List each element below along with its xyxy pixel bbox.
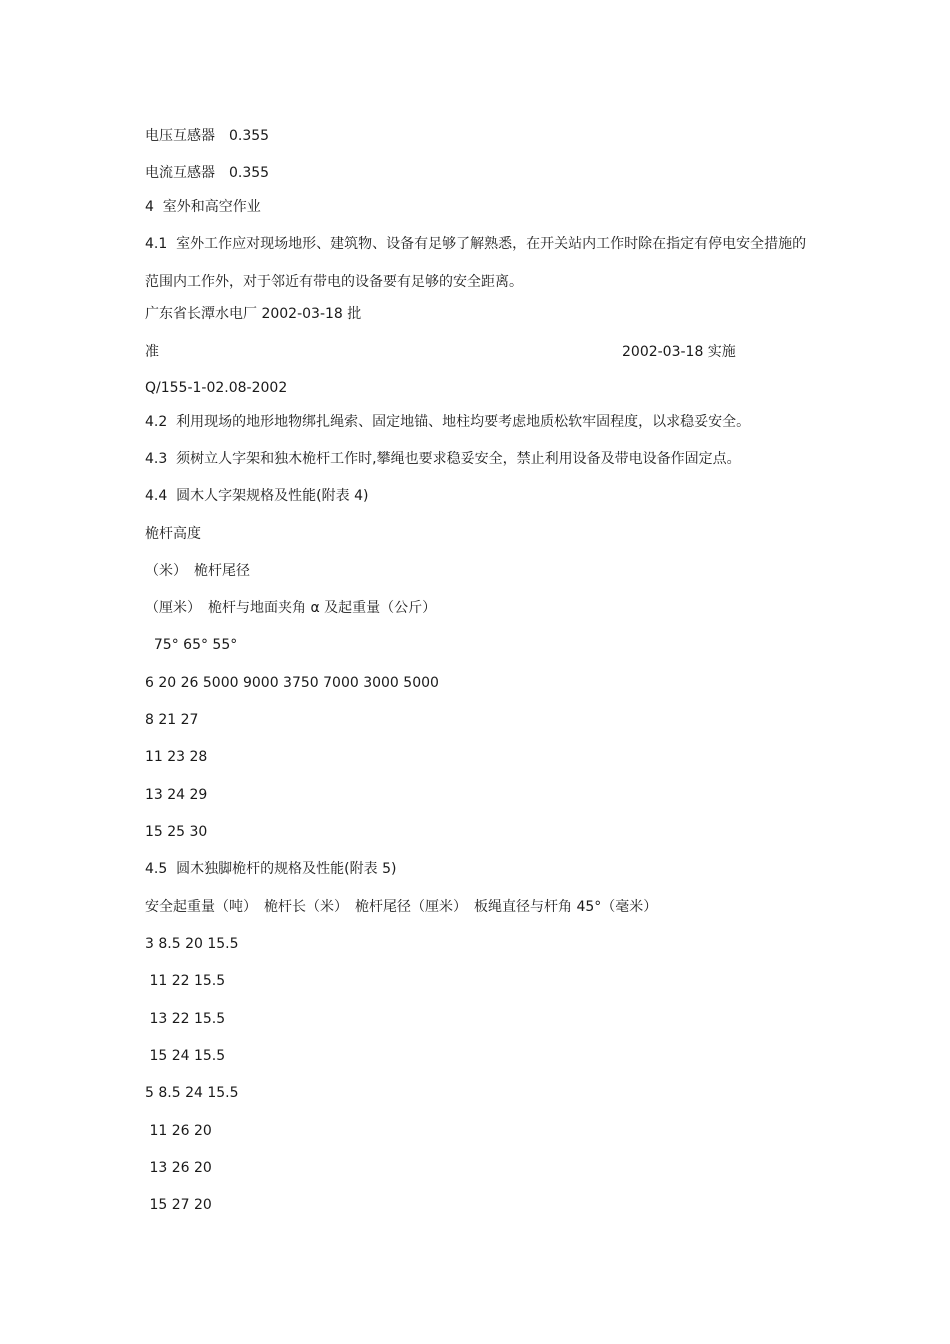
paragraph-4-1-line-2: 范围内工作外，对于邻近有带电的设备要有足够的安全距离。 xyxy=(145,274,523,290)
footer-implement-date: 2002-03-18 实施 xyxy=(622,344,736,360)
table4-header-angles: 75° 65° 55° xyxy=(145,637,238,653)
table4-row: 13 24 29 xyxy=(145,787,208,803)
table4-row: 11 23 28 xyxy=(145,749,208,765)
paragraph-4-5: 4.5 圆木独脚桅杆的规格及性能(附表 5) xyxy=(145,861,397,877)
table5-row: 5 8.5 24 15.5 xyxy=(145,1085,239,1101)
table5-header: 安全起重量（吨） 桅杆长（米） 桅杆尾径（厘米） 板绳直径与杆角 45°（毫米） xyxy=(145,899,658,915)
text-line-pt-ratio: 电压互感器 0.355 xyxy=(145,128,270,144)
table5-row: 13 22 15.5 xyxy=(145,1011,226,1027)
table5-row: 13 26 20 xyxy=(145,1160,212,1176)
table5-row: 11 26 20 xyxy=(145,1123,212,1139)
paragraph-4-2: 4.2 利用现场的地形地物绑扎绳索、固定地锚、地柱均要考虑地质松软牢固程度，以求稳妥安全。 xyxy=(145,414,751,430)
table4-header-3: （厘米） 桅杆与地面夹角 α 及起重量（公斤） xyxy=(145,600,437,616)
footer-approval-suffix: 准 xyxy=(145,344,159,360)
document-code: Q/155-1-02.08-2002 xyxy=(145,380,288,396)
table5-row: 11 22 15.5 xyxy=(145,973,226,989)
text-line-ct-ratio: 电流互感器 0.355 xyxy=(145,165,270,181)
footer-approval-org: 广东省长潭水电厂 2002-03-18 批 xyxy=(145,306,362,322)
table4-row: 6 20 26 5000 9000 3750 7000 3000 5000 xyxy=(145,675,439,691)
paragraph-4-4: 4.4 圆木人字架规格及性能(附表 4) xyxy=(145,488,369,504)
table5-row: 3 8.5 20 15.5 xyxy=(145,936,239,952)
table4-header-1: 桅杆高度 xyxy=(145,526,201,542)
paragraph-4-1-line-1: 4.1 室外工作应对现场地形、建筑物、设备有足够了解熟悉，在开关站内工作时除在指定有停电安全措施的 xyxy=(145,236,807,252)
section-heading-4: 4 室外和高空作业 xyxy=(145,199,261,215)
table5-row: 15 24 15.5 xyxy=(145,1048,226,1064)
table5-row: 15 27 20 xyxy=(145,1197,212,1213)
table4-row: 15 25 30 xyxy=(145,824,208,840)
paragraph-4-3: 4.3 须树立人字架和独木桅杆工作时,攀绳也要求稳妥安全，禁止利用设备及带电设备作固定点。 xyxy=(145,451,741,467)
table4-header-2: （米） 桅杆尾径 xyxy=(145,563,250,579)
table4-row: 8 21 27 xyxy=(145,712,199,728)
